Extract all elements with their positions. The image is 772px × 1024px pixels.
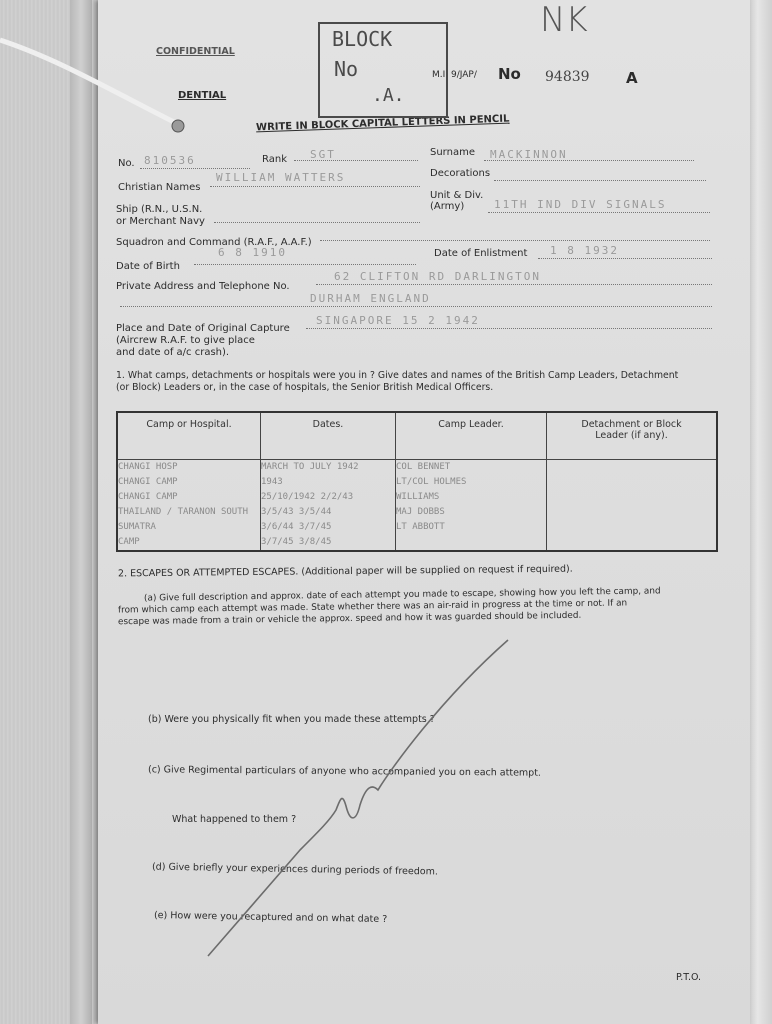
- rank-value: SGT: [310, 148, 336, 161]
- christian-value: WILLIAM WATTERS: [216, 171, 346, 184]
- unit-label-2: (Army): [430, 201, 465, 212]
- section2-c-followup: What happened to them ?: [172, 814, 297, 825]
- stamp-line-2: No: [334, 57, 359, 81]
- string-line: [0, 40, 178, 124]
- col-camp: Camp or Hospital.: [117, 412, 261, 460]
- leader-entry: WILLIAMS: [396, 492, 440, 502]
- confidential-top: CONFIDENTIAL: [156, 46, 235, 57]
- camp-entry: CHANGI CAMP: [118, 477, 178, 487]
- col-detachment: Detachment or Block Leader (if any).: [547, 412, 718, 460]
- christian-label: Christian Names: [118, 182, 201, 193]
- capture-value: SINGAPORE 15 2 1942: [316, 314, 480, 327]
- capture-label-3: and date of a/c crash).: [116, 347, 230, 358]
- capture-label-2: (Aircrew R.A.F. to give place: [116, 335, 255, 346]
- leader-entry: COL BENNET: [396, 462, 451, 472]
- surname-label: Surname: [430, 147, 475, 158]
- leader-entry: LT/COL HOLMES: [396, 477, 467, 487]
- enlist-label: Date of Enlistment: [434, 248, 528, 259]
- dates-entry: MARCH TO JULY 1942: [261, 462, 359, 472]
- section2-a-line-3: escape was made from a train or vehicle the approx. speed and how it was guarded should be included.: [117, 610, 582, 628]
- section2-a-line-1: (a) Give full description and approx. date of each attempt you made to escape, showing how you left the camp, and: [143, 586, 661, 604]
- handwritten-mark: NK: [540, 0, 588, 40]
- form-ref: M.I. 9/JAP/: [432, 70, 477, 80]
- tag-string: [0, 20, 200, 160]
- strike-line: [208, 640, 508, 956]
- camp-entry: CHANGI CAMP: [118, 492, 178, 502]
- no-value: 810536: [144, 154, 196, 167]
- camp-entry: CAMP: [118, 537, 140, 547]
- unit-value: 11TH IND DIV SIGNALS: [494, 198, 667, 211]
- ship-label-1: Ship (R.N., U.S.N.: [116, 204, 203, 215]
- camp-entry: THAILAND / TARANON SOUTH: [118, 507, 249, 517]
- section2-c: (c) Give Regimental particulars of anyone who accompanied you on each attempt.: [147, 764, 542, 779]
- tag-eyelet: [172, 120, 184, 132]
- leader-entry: MAJ DOBBS: [396, 507, 445, 517]
- stamp-line-1: BLOCK: [332, 27, 393, 51]
- section2-a-line-2: from which camp each attempt was made. State whether there was an air-raid in progress at the time or not. If an: [117, 598, 628, 616]
- section2-e: (e) How were you recaptured and on what date ?: [153, 909, 388, 926]
- col-leader: Camp Leader.: [396, 412, 547, 460]
- instruction-header: WRITE IN BLOCK CAPITAL LETTERS IN PENCIL: [255, 113, 510, 134]
- surname-value: MACKINNON: [490, 148, 568, 161]
- camp-entry: SUMATRA: [118, 522, 156, 532]
- squadron-label: Squadron and Command (R.A.F., A.A.F.): [116, 237, 312, 248]
- section1-question-1: 1. What camps, detachments or hospitals were you in ? Give dates and names of the British Camp Leaders, Detachment: [116, 370, 679, 381]
- col-dates: Dates.: [261, 412, 396, 460]
- address-value-1: 62 CLIFTON RD DARLINGTON: [334, 270, 541, 283]
- section2-title: 2. ESCAPES OR ATTEMPTED ESCAPES. (Additional paper will be supplied on request if required).: [117, 563, 573, 580]
- section1-question-2: (or Block) Leaders or, in the case of hospitals, the Senior British Medical Officers.: [116, 382, 494, 393]
- address-value-2: DURHAM ENGLAND: [310, 292, 431, 305]
- enlist-value: 1 8 1932: [550, 244, 619, 257]
- rank-label: Rank: [262, 154, 287, 165]
- stamp-line-3: .A.: [372, 85, 405, 106]
- section2-d: (d) Give briefly your experiences during periods of freedom.: [151, 861, 439, 878]
- camp-entry: CHANGI HOSP: [118, 462, 178, 472]
- leader-entry: LT ABBOTT: [396, 522, 445, 532]
- dob-value: 6 8 1910: [218, 246, 287, 259]
- address-label: Private Address and Telephone No.: [116, 281, 290, 292]
- dates-entry: 3/5/43 3/5/44: [261, 507, 332, 517]
- serial-suffix: A: [626, 69, 638, 87]
- pto-label: P.T.O.: [676, 972, 702, 983]
- serial-number: 94839: [545, 69, 590, 85]
- dates-entry: 25/10/1942 2/2/43: [261, 492, 354, 502]
- capture-label-1: Place and Date of Original Capture: [116, 323, 290, 334]
- no-label-field: No.: [118, 158, 135, 169]
- decorations-label: Decorations: [430, 168, 491, 179]
- dob-label: Date of Birth: [116, 261, 180, 272]
- dates-entry: 3/7/45 3/8/45: [261, 537, 332, 547]
- ship-label-2: or Merchant Navy: [116, 216, 205, 227]
- dates-entry: 3/6/44 3/7/45: [261, 522, 332, 532]
- unit-label-1: Unit & Div.: [430, 190, 484, 201]
- confidential-mid: DENTIAL: [178, 90, 227, 101]
- section2-b: (b) Were you physically fit when you made these attempts ?: [148, 714, 435, 725]
- no-label: No: [498, 65, 521, 83]
- dates-entry: 1943: [261, 477, 283, 487]
